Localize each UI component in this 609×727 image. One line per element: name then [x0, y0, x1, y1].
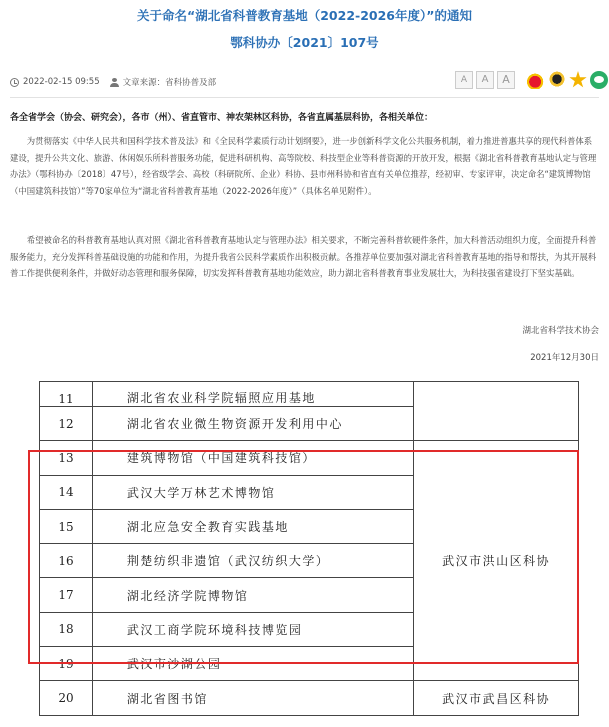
divider	[10, 97, 599, 98]
base-list-table	[39, 381, 579, 716]
font-medium-button[interactable]: A	[476, 71, 494, 89]
base-name: 湖北省农业科学院辐照应用基地	[92, 382, 413, 407]
base-name: 湖北省图书馆	[92, 681, 413, 715]
base-name: 建筑博物馆（中国建筑科技馆）	[92, 441, 413, 475]
signature-date: 2021年12月30日	[530, 353, 599, 363]
recommending-org: 武汉市洪山区科协	[414, 441, 579, 681]
base-name: 武汉市沙湖公园	[92, 647, 413, 681]
clock-icon	[10, 78, 19, 87]
table-row	[40, 382, 579, 407]
article-source: 文章来源：省科协普及部	[122, 78, 217, 88]
base-name: 湖北省农业微生物资源开发利用中心	[92, 407, 413, 441]
wechat-icon[interactable]	[590, 71, 608, 89]
user-icon	[110, 78, 119, 87]
signature: 湖北省科学技术协会	[522, 326, 599, 336]
paragraph-2: 希望被命名的科普教育基地认真对照《湖北省科普教育基地认定与管理办法》相关要求，不断完善科普软硬件条件，加大科普活动组织力度，全面提升科普服务能力，充分发挥科普基础设施的功能和作用，为提升我省公民科学素质作出积极贡献。各推荐单位要加强对湖北省科普教育基地的指导和帮扶，为其开展科普工作提供便利条件，并做好动态管理和服务保障，切实发挥科普教育基地功能效应，助力湖北省科普教育事业发展壮大，为科技强省建设打下坚实基础。	[10, 235, 597, 278]
row-number: 18	[40, 612, 93, 646]
article-meta	[10, 76, 216, 88]
addressee: 各全省学会（协会、研究会），各市（州）、省直管市、神农架林区科协，各省直属基层科协，各相关单位：	[10, 113, 434, 123]
row-number: 13	[40, 441, 93, 475]
recommending-org	[414, 382, 579, 441]
doc-number: 鄂科协办〔2021〕107号	[230, 35, 379, 50]
row-number: 20	[40, 681, 93, 715]
base-name: 荆楚纺织非遗馆（武汉纺织大学）	[92, 544, 413, 578]
table-row	[40, 441, 579, 475]
font-large-button[interactable]: A	[497, 71, 515, 89]
base-name: 湖北应急安全教育实践基地	[92, 509, 413, 543]
table-row	[40, 681, 579, 715]
row-number: 12	[40, 407, 93, 441]
row-number: 15	[40, 509, 93, 543]
paragraph-1: 为贯彻落实《中华人民共和国科学技术普及法》和《全民科学素质行动计划纲要》，进一步创新科学文化公共服务机制，着力推进普惠共享的现代科普体系建设，提升公共文化、旅游、休闲娱乐所科普服务功能，促进科研机构、高等院校、科技型企业等科普资源的开放开发，根据《湖北省科普教育基地认定与管理办法》（鄂科协办〔2018〕47号），经省级学会、高校（科研院所、企业）科协、县市州科协和省直有关单位推荐，经初审、专家评审，决定命名“建筑博物馆（中国建筑科技馆）”等70家单位为“湖北省科普教育基地（2022-2026年度）”（具体名单见附件）。	[10, 136, 597, 196]
font-small-button[interactable]: A	[455, 71, 473, 89]
qzone-icon[interactable]	[569, 71, 587, 89]
base-name: 武汉大学万林艺术博物馆	[92, 475, 413, 509]
base-name: 武汉工商学院环境科技博览园	[92, 612, 413, 646]
recommending-org: 武汉市武昌区科协	[414, 681, 579, 715]
row-number: 16	[40, 544, 93, 578]
article-title: 关于命名“湖北省科普教育基地（2022-2026年度）”的通知	[137, 8, 472, 23]
font-size-controls	[455, 71, 515, 89]
qq-icon[interactable]	[548, 71, 566, 89]
row-number: 17	[40, 578, 93, 612]
publish-date: 2022-02-15 09:55	[23, 77, 100, 87]
row-number: 11	[40, 382, 93, 407]
weibo-icon[interactable]	[527, 71, 545, 89]
base-name: 湖北经济学院博物馆	[92, 578, 413, 612]
row-number: 14	[40, 475, 93, 509]
share-bar	[527, 71, 608, 89]
row-number: 19	[40, 647, 93, 681]
